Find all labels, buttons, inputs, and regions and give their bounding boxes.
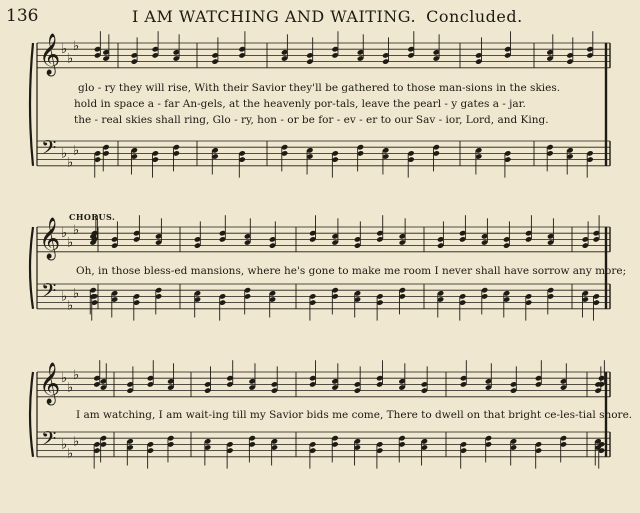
note-chord xyxy=(421,366,428,393)
note-chord xyxy=(485,435,492,462)
note-chord xyxy=(582,290,589,317)
note-chord xyxy=(133,215,140,242)
lyric-verse-1: glo - ry they will rise, With their Savior they'll be gathered to those man-sions in the skies. xyxy=(78,82,561,94)
note-chord xyxy=(546,144,553,171)
note-chord xyxy=(100,363,107,390)
note-chord xyxy=(504,150,511,177)
note-chord xyxy=(535,441,542,468)
note-chord xyxy=(219,215,226,242)
note-chord xyxy=(131,147,138,174)
note-chord xyxy=(94,31,101,58)
note-chord xyxy=(598,441,605,468)
note-chord xyxy=(399,287,406,314)
note-chord xyxy=(331,150,338,177)
note-chord xyxy=(503,290,510,317)
system-3-treble-staff xyxy=(37,372,610,397)
note-chord xyxy=(281,144,288,171)
note-chord xyxy=(354,290,361,317)
note-chord xyxy=(244,218,251,245)
flat-sign-icon: ♭ xyxy=(73,223,80,239)
flat-sign-icon: ♭ xyxy=(61,226,68,242)
song-subtitle: Concluded. xyxy=(426,7,523,26)
note-chord xyxy=(111,290,118,317)
note-chord xyxy=(102,34,109,61)
note-chord xyxy=(152,31,159,58)
note-chord xyxy=(126,366,133,393)
flat-sign-icon: ♭ xyxy=(67,446,74,462)
note-chord xyxy=(102,144,109,171)
note-chord xyxy=(593,215,600,242)
note-chord xyxy=(382,147,389,174)
system-3-bass-staff xyxy=(37,432,610,457)
note-chord xyxy=(481,218,488,245)
note-chord xyxy=(248,363,255,390)
note-chord xyxy=(133,293,140,320)
note-chord xyxy=(354,221,361,248)
note-chord xyxy=(269,290,276,317)
flat-sign-icon: ♭ xyxy=(67,235,74,251)
note-chord xyxy=(173,144,180,171)
note-chord xyxy=(126,438,133,465)
note-chord xyxy=(382,37,389,64)
note-chord xyxy=(331,218,338,245)
note-chord xyxy=(309,441,316,468)
note-chord xyxy=(238,31,245,58)
note-chord xyxy=(167,363,174,390)
note-chord xyxy=(398,363,405,390)
note-chord xyxy=(525,293,532,320)
bass-clef-icon: 𝄢 xyxy=(41,279,57,307)
note-chord xyxy=(407,31,414,58)
system-2-treble-staff xyxy=(37,227,610,252)
system-1-bass-staff xyxy=(37,141,610,166)
flat-sign-icon: ♭ xyxy=(61,42,68,58)
note-chord xyxy=(546,34,553,61)
note-chord xyxy=(331,363,338,390)
system-2-bass-staff xyxy=(37,284,610,309)
flat-sign-icon: ♭ xyxy=(67,155,74,171)
note-chord xyxy=(354,438,361,465)
note-chord xyxy=(504,31,511,58)
system-brace-icon xyxy=(30,372,33,457)
note-chord xyxy=(560,363,567,390)
lyric-chorus-1: Oh, in those bless-ed mansions, where he's gone to make me room I never shall have sorrow any more; xyxy=(76,265,627,277)
treble-clef-icon: 𝄞 xyxy=(39,218,61,259)
note-chord xyxy=(269,221,276,248)
note-chord xyxy=(475,37,482,64)
note-chord xyxy=(306,147,313,174)
note-chord xyxy=(155,218,162,245)
flat-sign-icon: ♭ xyxy=(67,298,74,314)
note-chord xyxy=(309,215,316,242)
note-chord xyxy=(331,31,338,58)
note-chord xyxy=(131,37,138,64)
note-chord xyxy=(421,438,428,465)
note-chord xyxy=(460,360,467,387)
note-chord xyxy=(167,435,174,462)
note-chord xyxy=(155,287,162,314)
note-chord xyxy=(281,34,288,61)
note-chord xyxy=(475,147,482,174)
note-chord xyxy=(503,221,510,248)
note-chord xyxy=(306,37,313,64)
note-chord xyxy=(226,441,233,468)
note-chord xyxy=(547,218,554,245)
note-chord xyxy=(271,438,278,465)
note-chord xyxy=(226,360,233,387)
note-chord xyxy=(459,293,466,320)
note-chord xyxy=(309,360,316,387)
flat-sign-icon: ♭ xyxy=(73,368,80,384)
note-chord xyxy=(582,221,589,248)
note-chord xyxy=(593,293,600,320)
note-chord xyxy=(376,215,383,242)
flat-sign-icon: ♭ xyxy=(61,371,68,387)
note-chord xyxy=(560,435,567,462)
note-chord xyxy=(331,435,338,462)
page-number: 136 xyxy=(6,6,39,26)
flat-sign-icon: ♭ xyxy=(73,143,80,159)
note-chord xyxy=(219,293,226,320)
note-chord xyxy=(566,147,573,174)
note-chord xyxy=(481,287,488,314)
note-chord xyxy=(433,34,440,61)
note-chord xyxy=(357,34,364,61)
note-chord xyxy=(173,34,180,61)
treble-clef-icon: 𝄞 xyxy=(39,34,61,75)
note-chord xyxy=(398,435,405,462)
flat-sign-icon: ♭ xyxy=(73,39,80,55)
flat-sign-icon: ♭ xyxy=(61,289,68,305)
note-chord xyxy=(244,287,251,314)
lyric-chorus-2: I am watching, I am wait-ing till my Savior bids me come, There to dwell on that bright ce-les-tial shore. xyxy=(76,409,633,421)
note-chord xyxy=(510,366,517,393)
note-chord xyxy=(586,31,593,58)
note-chord xyxy=(586,150,593,177)
system-brace-icon xyxy=(30,43,33,166)
note-chord xyxy=(204,366,211,393)
note-chord xyxy=(485,363,492,390)
treble-clef-icon: 𝄞 xyxy=(39,363,61,404)
note-chord xyxy=(357,144,364,171)
note-chord xyxy=(94,150,101,177)
note-chord xyxy=(211,147,218,174)
lyric-verse-2: hold in space a - far An-gels, at the heavenly por-tals, leave the pearl - y gates a - jar. xyxy=(74,98,526,110)
note-chord xyxy=(238,150,245,177)
note-chord xyxy=(248,435,255,462)
song-title-text: I AM WATCHING AND WAITING. xyxy=(132,7,417,26)
flat-sign-icon: ♭ xyxy=(61,146,68,162)
lyric-verse-3: the - real skies shall ring, Glo - ry, hon - or be for - ev - er to our Sav - ior, Lord, and King. xyxy=(74,114,549,126)
note-chord xyxy=(111,221,118,248)
note-chord xyxy=(100,435,107,462)
note-chord xyxy=(204,438,211,465)
bass-clef-icon: 𝄢 xyxy=(41,427,57,455)
bass-clef-icon: 𝄢 xyxy=(41,136,57,164)
note-chord xyxy=(433,144,440,171)
note-chord xyxy=(152,150,159,177)
system-brace-icon xyxy=(30,227,33,309)
note-chord xyxy=(437,221,444,248)
chorus-label: CHORUS. xyxy=(69,212,116,222)
flat-sign-icon: ♭ xyxy=(73,286,80,302)
note-chord xyxy=(376,441,383,468)
note-chord xyxy=(331,287,338,314)
note-chord xyxy=(460,441,467,468)
note-chord xyxy=(93,360,100,387)
note-chord xyxy=(194,221,201,248)
note-chord xyxy=(309,293,316,320)
note-chord xyxy=(147,360,154,387)
note-chord xyxy=(525,215,532,242)
note-chord xyxy=(147,441,154,468)
note-chord xyxy=(194,290,201,317)
note-chord xyxy=(211,37,218,64)
system-1-treble-staff xyxy=(37,43,610,68)
flat-sign-icon: ♭ xyxy=(67,380,74,396)
note-chord xyxy=(354,366,361,393)
note-chord xyxy=(376,360,383,387)
note-chord xyxy=(459,215,466,242)
note-chord xyxy=(399,218,406,245)
note-chord xyxy=(93,441,100,468)
note-chord xyxy=(566,37,573,64)
flat-sign-icon: ♭ xyxy=(67,51,74,67)
note-chord xyxy=(510,438,517,465)
note-chord xyxy=(547,287,554,314)
note-chord xyxy=(407,150,414,177)
note-chord xyxy=(376,293,383,320)
flat-sign-icon: ♭ xyxy=(61,437,68,453)
note-chord xyxy=(271,366,278,393)
note-chord xyxy=(535,360,542,387)
note-chord xyxy=(437,290,444,317)
flat-sign-icon: ♭ xyxy=(73,434,80,450)
